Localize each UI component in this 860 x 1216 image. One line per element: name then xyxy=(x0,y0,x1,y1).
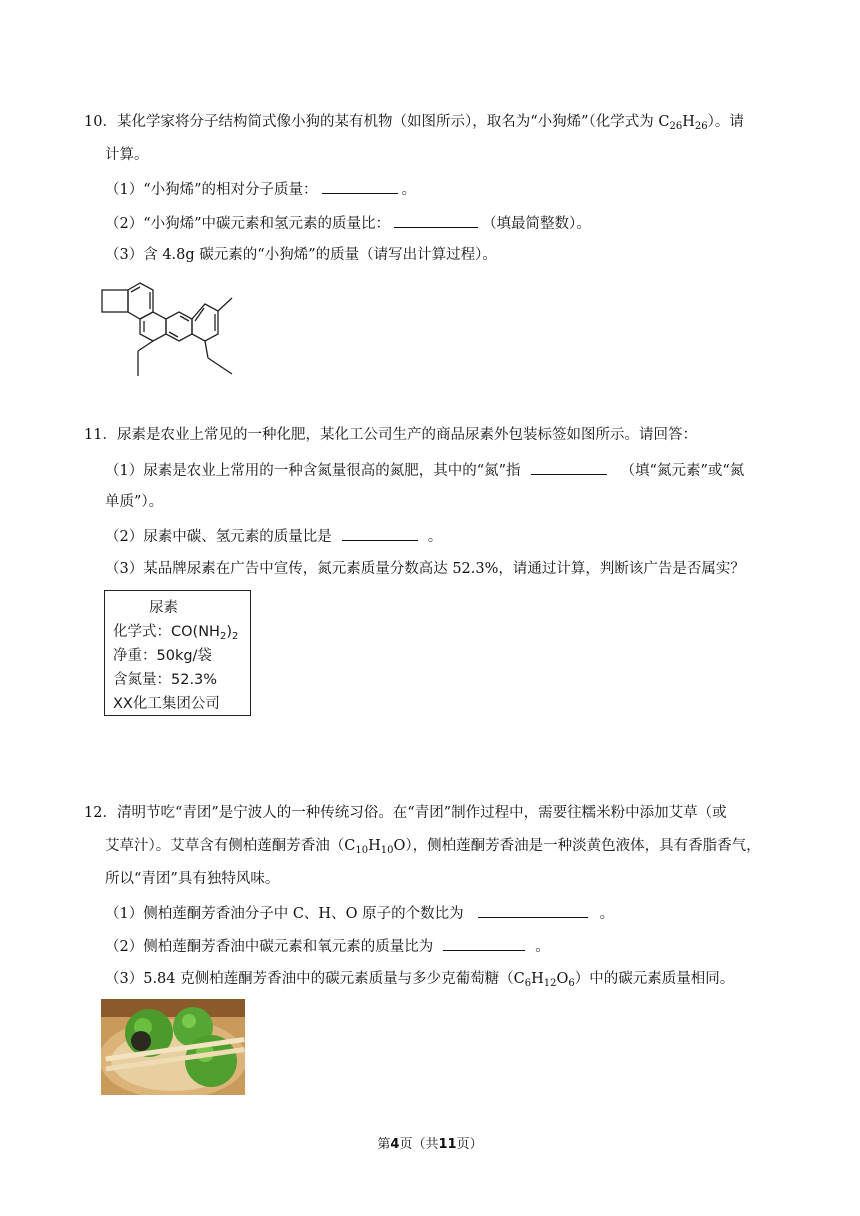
q11-part1: （1）尿素是农业上常用的一种含氮量很高的氮肥，其中的“氮”指 （填“氮元素”或“氮 xyxy=(105,459,744,481)
label-title: 尿素 xyxy=(149,600,178,616)
q11-number: 11． xyxy=(84,427,117,443)
q10-part3: （3）含 4.8g 碳元素的“小狗烯”的质量（请写出计算过程）。 xyxy=(105,247,497,263)
q12-line1: 12．清明节吃“青团”是宁波人的一种传统习俗。在“青团”制作过程中，需要往糯米粉中添加艾草（或 xyxy=(84,805,727,821)
page-total: 11 xyxy=(438,1137,457,1152)
q12-part2: （2）侧柏莲酮芳香油中碳元素和氧元素的质量比为 。 xyxy=(105,935,550,957)
q12-answer-blank-1[interactable] xyxy=(478,902,588,918)
q11-stem: 11．尿素是农业上常见的一种化肥，某化工公司生产的商品尿素外包装标签如图所示。请回答： xyxy=(84,427,697,443)
qingtuan-photo xyxy=(101,999,245,1095)
q10-number: 10． xyxy=(84,114,117,130)
label-formula: 化学式：$CO(NH_2)_2$ xyxy=(113,624,239,642)
label-nitrogen-content: 含氮量：52.3% xyxy=(113,672,218,688)
label-net-weight: 净重：50kg/袋 xyxy=(113,648,212,664)
page-number: 4 xyxy=(390,1137,400,1152)
q11-part3: （3）某品牌尿素在广告中宣传，氮元素质量分数高达 52.3%，请通过计算，判断该广告是否属实？ xyxy=(105,561,745,577)
q12-answer-blank-2[interactable] xyxy=(443,935,525,951)
molecule-structure-figure xyxy=(100,276,250,380)
q10-answer-blank-1[interactable] xyxy=(322,178,398,194)
q10-stem-line1: 10．某化学家将分子结构简式像小狗的某有机物（如图所示），取名为“小狗烯”（化学式为 $C_{26}H_{26}$）。请 xyxy=(84,114,744,132)
q10-answer-blank-2[interactable] xyxy=(394,212,478,228)
q10-part1: （1）“小狗烯”的相对分子质量： 。 xyxy=(105,178,416,200)
q11-answer-blank-2[interactable] xyxy=(342,525,418,541)
q10-part2: （2）“小狗烯”中碳元素和氢元素的质量比： （填最简整数）。 xyxy=(105,212,591,234)
q10-stem-line2: 计算。 xyxy=(105,147,149,163)
q11-part2: （2）尿素中碳、氢元素的质量比是 。 xyxy=(105,525,442,547)
urea-package-label xyxy=(104,590,251,716)
label-company: XX化工集团公司 xyxy=(113,696,220,712)
q12-line3: 所以“青团”具有独特风味。 xyxy=(105,871,280,887)
q12-line2: 艾草汁）。艾草含有侧柏莲酮芳香油$(C_{10}H_{10}O)$，侧柏莲酮芳香油是一种淡黄色液体，具有香脂香气， xyxy=(105,838,761,856)
q11-answer-blank-1[interactable] xyxy=(531,459,607,475)
page-footer: 第4页（共11页） xyxy=(377,1137,483,1152)
q12-number: 12． xyxy=(84,805,117,821)
q12-part1: （1）侧柏莲酮芳香油分子中 C、H、O 原子的个数比为 。 xyxy=(105,902,614,924)
q12-part3: （3）5.84 克侧柏莲酮芳香油中的碳元素质量与多少克葡萄糖$(C_6H_{12}O_6)$中的碳元素质量相同。 xyxy=(105,971,735,989)
q11-part1-line2: 单质”）。 xyxy=(105,494,164,510)
